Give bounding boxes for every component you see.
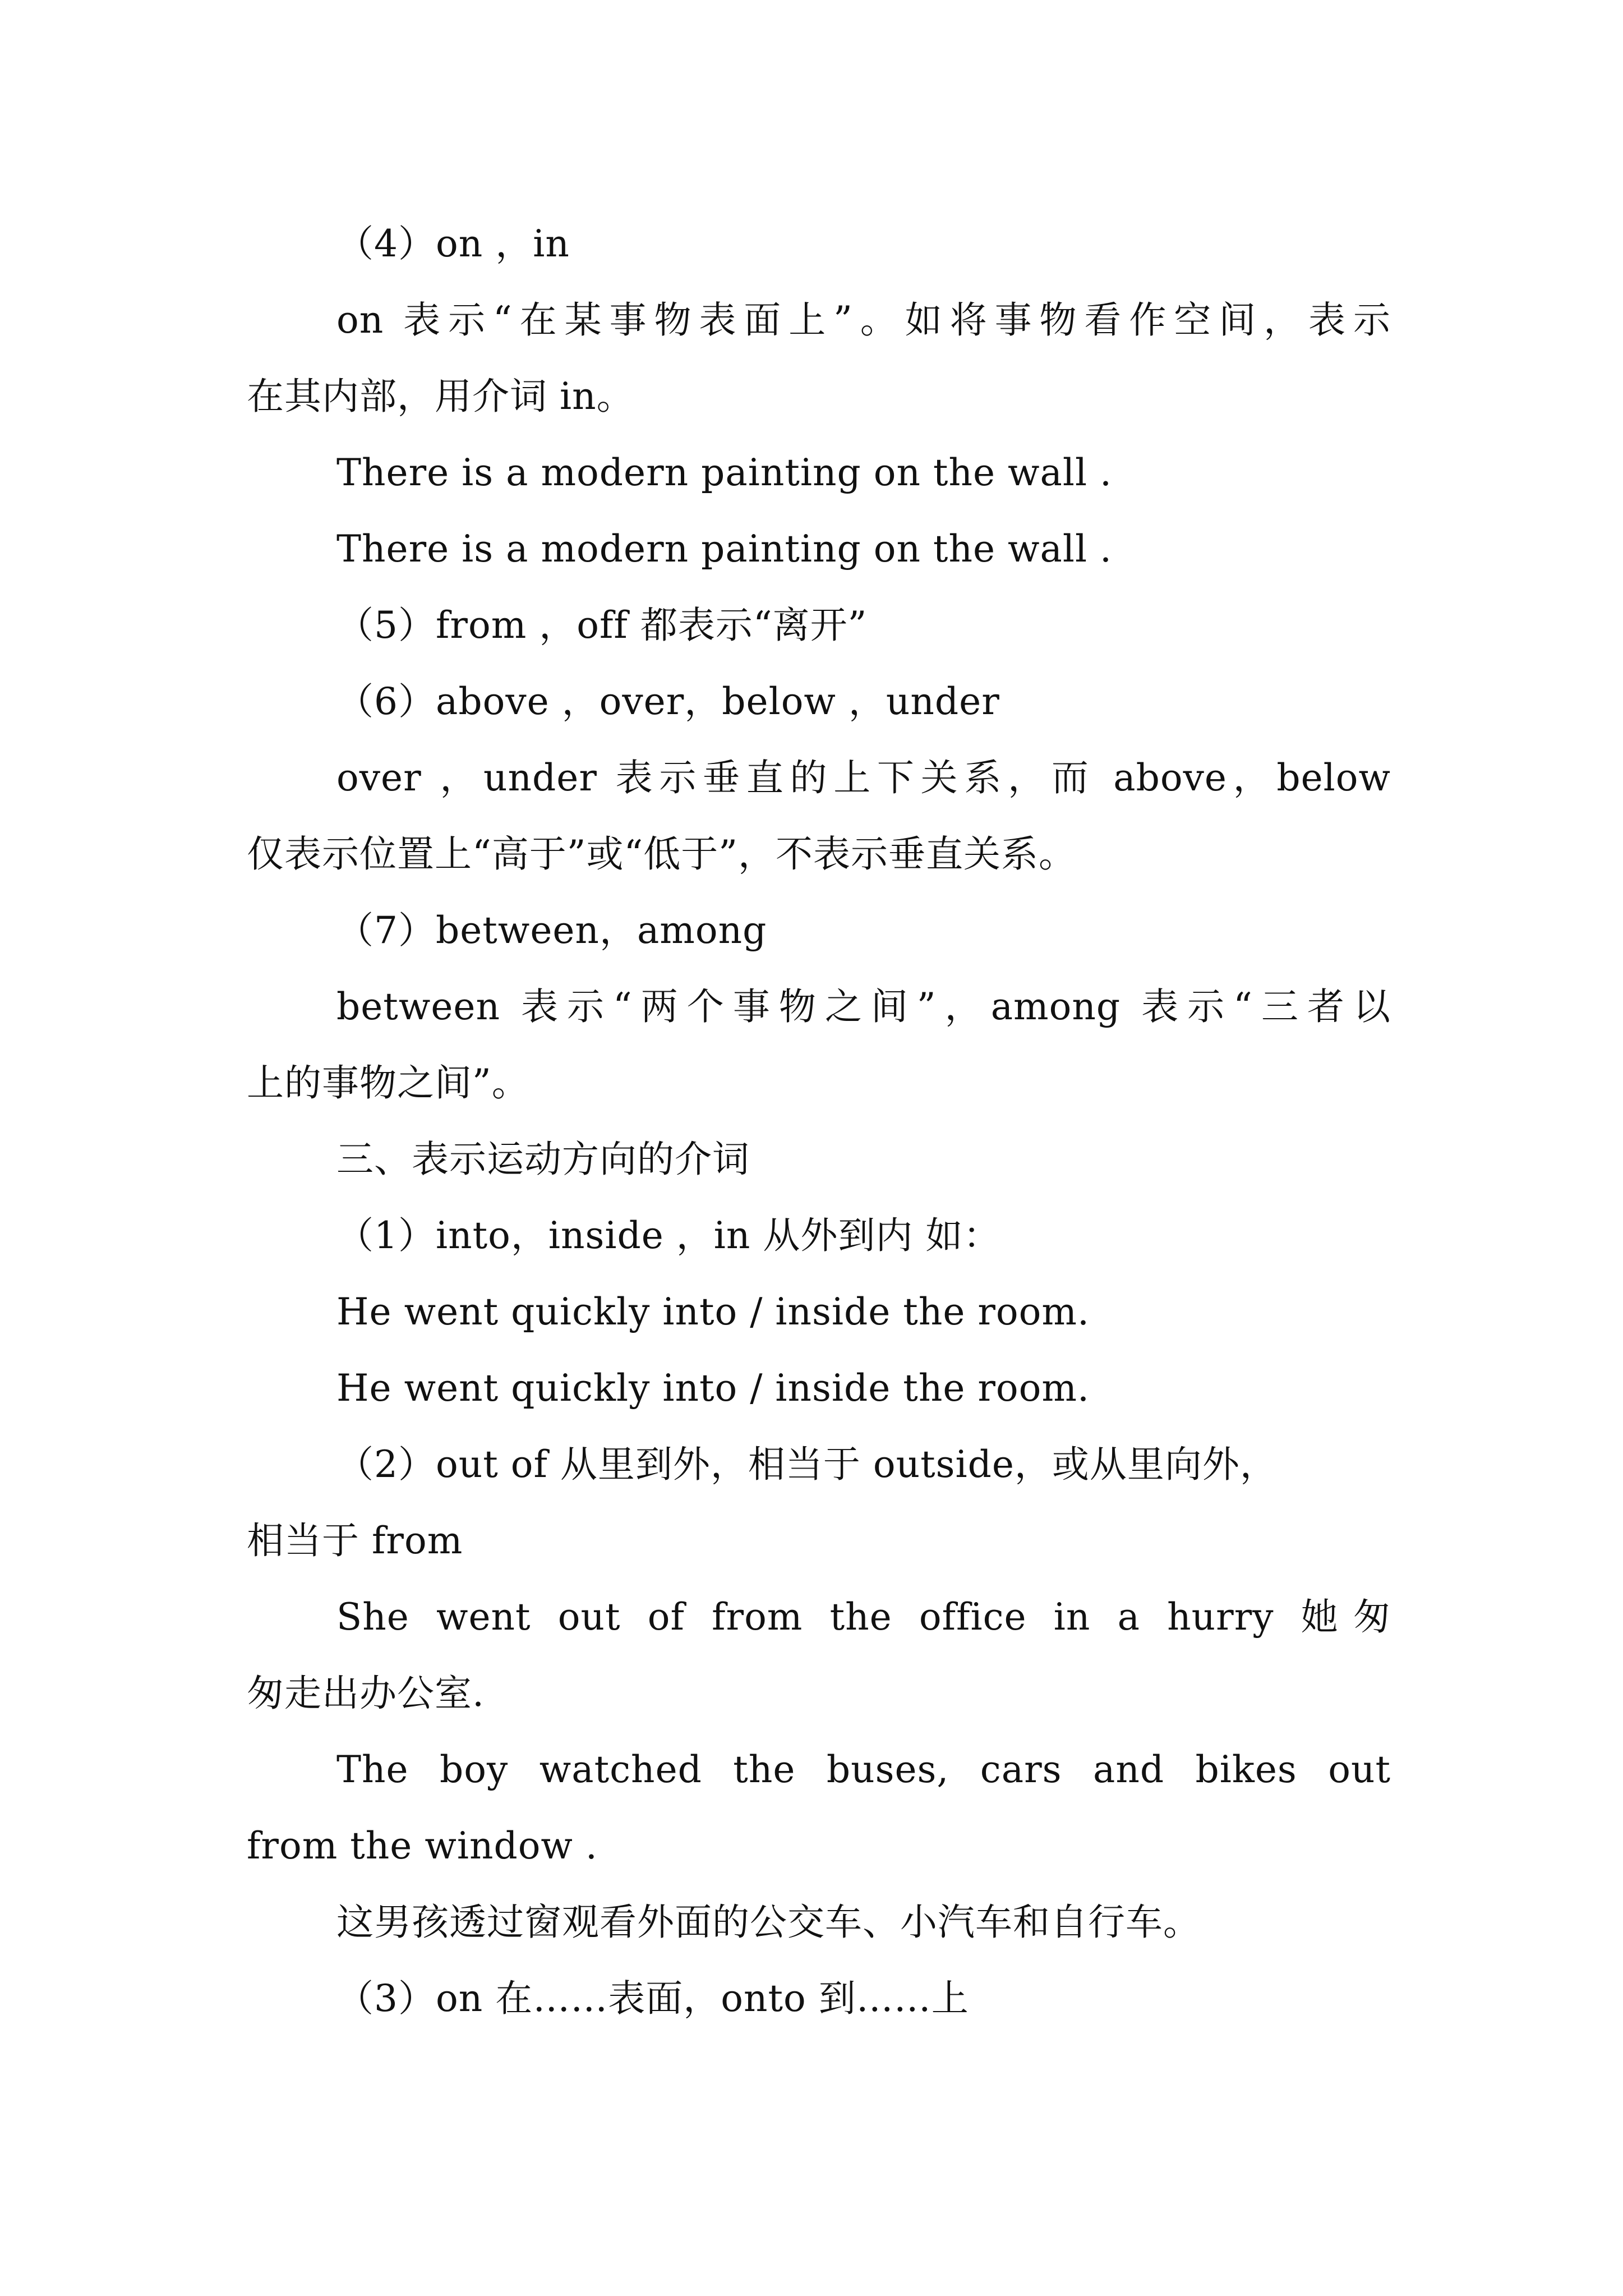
example-sentence [336, 1739, 1391, 1801]
paragraph-text: on 表示“在某事物表面上”。如将事物看作空间，表示 [336, 298, 1391, 342]
heading-on-onto: （3）on 在……表面，onto 到……上 [336, 1977, 969, 2020]
paragraph-line: 匆走出办公室. [247, 1672, 485, 1715]
heading-out-of: （2）out of 从里到外，相当于 outside，或从里向外， [336, 1443, 1278, 1486]
heading-on-in: （4）on ，in [336, 222, 570, 265]
example-sentence: He went quickly into / inside the room. [336, 1366, 1090, 1410]
paragraph-text: between 表示“两个事物之间”，among 表示“三者以 [336, 985, 1391, 1028]
heading-into-inside: （1）into，inside ，in 从外到内 如： [336, 1214, 1001, 1257]
paragraph-line [336, 976, 1391, 1038]
example-sentence: There is a modern painting on the wall . [336, 527, 1113, 570]
example-sentence [336, 1586, 1391, 1648]
heading-above-over: （6）above ，over，below ，under [336, 680, 1000, 723]
paragraph-line: 在其内部，用介词 in。 [247, 375, 634, 418]
paragraph-text: over ，under 表示垂直的上下关系，而 above，below [336, 756, 1391, 799]
example-sentence: There is a modern painting on the wall . [336, 451, 1113, 494]
paragraph-line [336, 289, 1391, 351]
paragraph-line: 上的事物之间”。 [247, 1061, 529, 1105]
example-sentence: He went quickly into / inside the room. [336, 1290, 1090, 1333]
paragraph-line: from the window . [247, 1824, 598, 1867]
translation-line: 这男孩透过窗观看外面的公交车、小汽车和自行车。 [336, 1901, 1201, 1944]
heading-between-among: （7）between，among [336, 909, 767, 952]
section-heading: 三、表示运动方向的介词 [336, 1138, 750, 1181]
paragraph-line [336, 747, 1391, 809]
paragraph-text: She went out of from the office in a hurry 她匆 [336, 1595, 1391, 1639]
heading-from-off: （5）from ，off 都表示“离开” [336, 604, 868, 647]
paragraph-line: 相当于 from [247, 1519, 463, 1562]
paragraph-line: 仅表示位置上“高于”或“低于”，不表示垂直关系。 [247, 832, 1076, 876]
paragraph-text: The boy watched the buses, cars and bikes out [336, 1748, 1391, 1791]
